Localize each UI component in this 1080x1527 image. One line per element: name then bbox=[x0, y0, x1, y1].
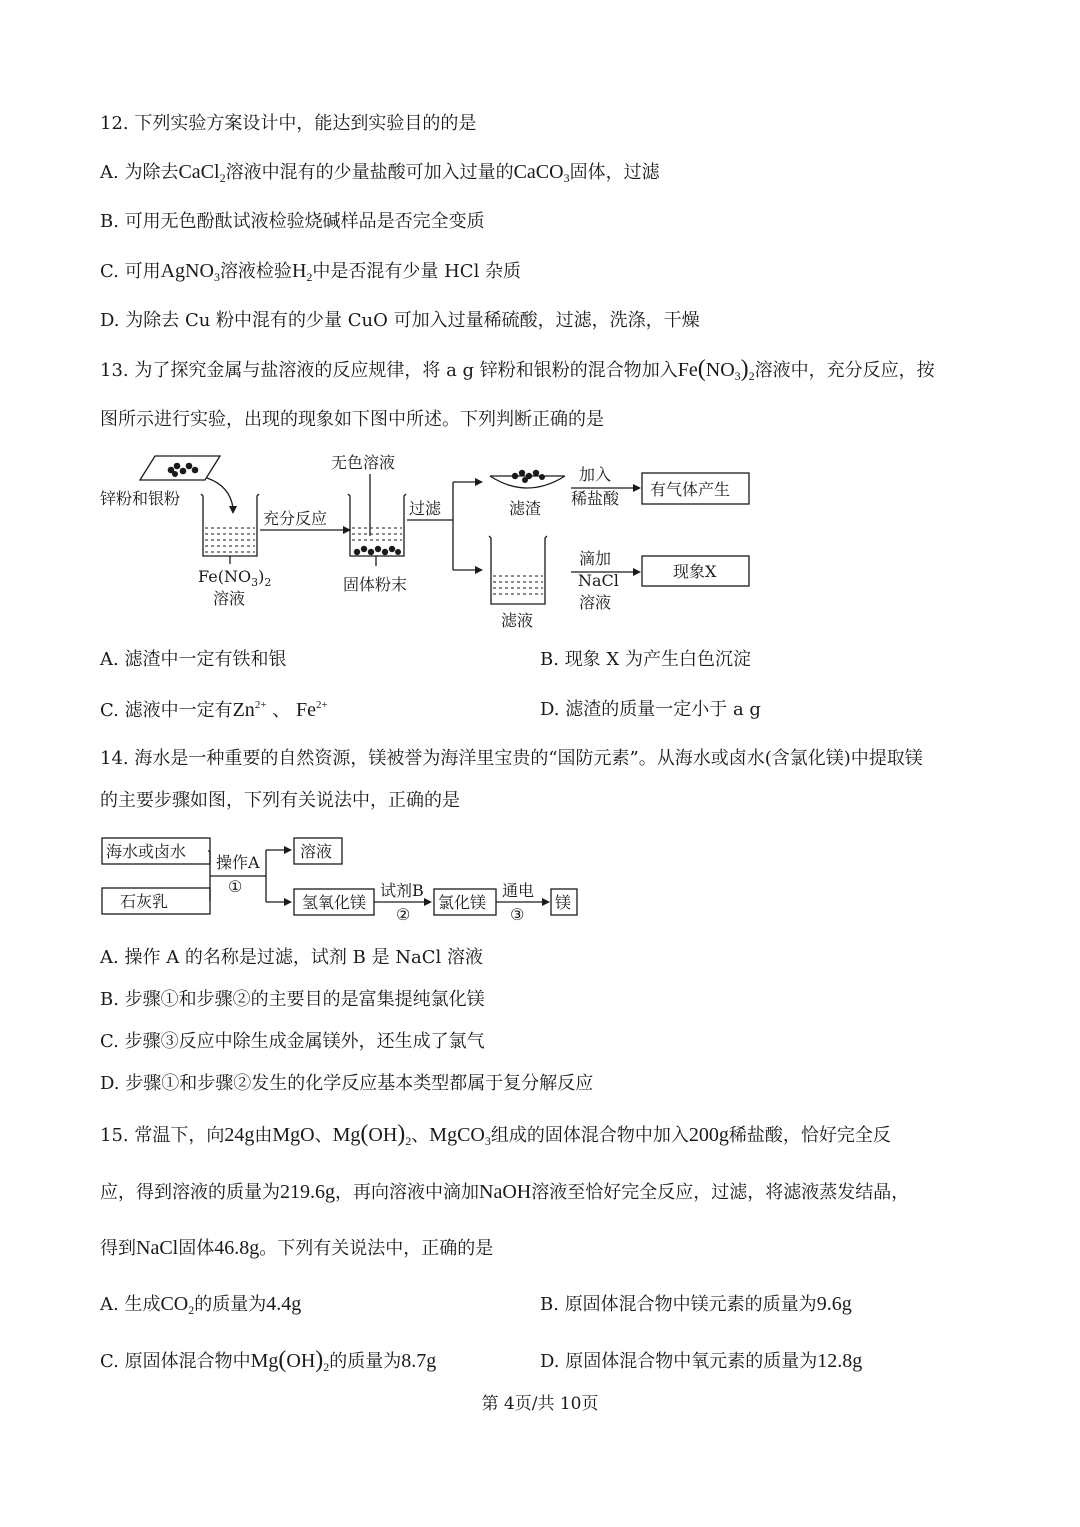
add-nacl-label-2: NaCl bbox=[578, 571, 619, 590]
result-gas-text: 有气体产生 bbox=[650, 480, 731, 499]
q12-option-b: B. 可用无色酚酞试液检验烧碱样品是否完全变质 bbox=[100, 211, 485, 232]
svg-text:海水或卤水: 海水或卤水 bbox=[106, 842, 187, 861]
q15-stem-line1: 15. 常温下，向24g由MgO、$Mg(OH)_2$、MgCO$_3$组成的固体混合物中加入200g稀盐酸，恰好完全反 bbox=[100, 1121, 891, 1148]
op-num: ① bbox=[228, 877, 243, 896]
q15-stem-line2: 应，得到溶液的质量为219.6g，再向溶液中滴加NaOH溶液至恰好完全反应，过滤，将滤液蒸发结晶， bbox=[100, 1181, 910, 1203]
powder-granules bbox=[168, 463, 199, 477]
q14-option-d: D. 步骤①和步骤②发生的化学反应基本类型都属于复分解反应 bbox=[100, 1073, 594, 1094]
q13-option-b: B. 现象 X 为产生白色沉淀 bbox=[540, 649, 751, 670]
add-hcl-label-1: 加入 bbox=[579, 465, 612, 484]
q15-stem-line3: 得到NaCl固体46.8g。下列有关说法中，正确的是 bbox=[100, 1237, 494, 1259]
beaker-1-label-2: 溶液 bbox=[213, 589, 246, 608]
page-footer: 第 4页/共 10页 bbox=[481, 1394, 599, 1414]
q12-option-a: A. 为除去CaCl$_2$溶液中混有的少量盐酸可加入过量的CaCO$_3$固体，过滤 bbox=[100, 161, 660, 185]
q14-option-a: A. 操作 A 的名称是过滤，试剂 B 是 NaCl 溶液 bbox=[100, 947, 484, 968]
beaker-2-liquid bbox=[352, 528, 402, 540]
filtrate-label: 滤液 bbox=[501, 611, 534, 630]
filter-label: 过滤 bbox=[409, 499, 442, 518]
q14-option-c: C. 步骤③反应中除生成金属镁外，还生成了氯气 bbox=[100, 1031, 485, 1052]
dish-residue bbox=[512, 470, 545, 483]
q12-stem: 12. 下列实验方案设计中，能达到实验目的的是 bbox=[100, 113, 477, 134]
q14-stem-line1: 14. 海水是一种重要的自然资源，镁被誉为海洋里宝贵的“国防元素”。从海水或卤水(含氯化镁)中提取镁 bbox=[100, 748, 923, 769]
q15-option-c: C. 原固体混合物中$Mg(OH)_2$的质量为8.7g bbox=[100, 1347, 437, 1374]
q15-option-d: D. 原固体混合物中氧元素的质量为12.8g bbox=[540, 1350, 863, 1372]
q12-option-c: C. 可用AgNO$_3$溶液检验$H_2$中是否混有少量 HCl 杂质 bbox=[100, 260, 522, 284]
pour-arrowhead bbox=[229, 506, 237, 514]
beaker-1 bbox=[201, 494, 259, 556]
q14-flow-diagram bbox=[98, 832, 588, 926]
q13-option-a: A. 滤渣中一定有铁和银 bbox=[100, 649, 287, 670]
q14-option-b: B. 步骤①和步骤②的主要目的是富集提纯氯化镁 bbox=[100, 989, 485, 1010]
reagent-num: ② bbox=[396, 905, 411, 924]
beaker-1-liquid bbox=[205, 528, 255, 552]
powder-tray bbox=[140, 456, 220, 480]
q13-stem-line2: 图所示进行实验，出现的现象如下图中所述。下列判断正确的是 bbox=[100, 409, 604, 430]
q13-option-c: C. 滤液中一定有$Zn^{2+}$ 、 $Fe^{2+}$ bbox=[100, 699, 328, 721]
elec-num: ③ bbox=[510, 905, 525, 924]
svg-text:石灰乳: 石灰乳 bbox=[120, 892, 169, 911]
react-label: 充分反应 bbox=[263, 509, 328, 528]
filtrate-liquid bbox=[493, 576, 543, 594]
q15-option-b: B. 原固体混合物中镁元素的质量为9.6g bbox=[540, 1293, 852, 1315]
elec-label: 通电 bbox=[502, 881, 535, 900]
reagent-label: 试剂B bbox=[380, 881, 424, 900]
result-x-text: 现象X bbox=[673, 562, 717, 581]
q15-option-a: A. 生成$CO_2$的质量为4.4g bbox=[100, 1293, 302, 1317]
q13-stem-line1: 13. 为了探究金属与盐溶液的反应规律，将 a g 锌粉和银粉的混合物加入$Fe(NO_3)_2$溶液中，充分反应，按 bbox=[100, 356, 935, 383]
solid-label: 固体粉末 bbox=[343, 575, 408, 594]
svg-text:氢氧化镁: 氢氧化镁 bbox=[302, 893, 367, 912]
add-nacl-label-3: 溶液 bbox=[579, 593, 612, 612]
colorless-label: 无色溶液 bbox=[331, 453, 396, 472]
svg-text:镁: 镁 bbox=[555, 893, 572, 912]
q12-option-d: D. 为除去 Cu 粉中混有的少量 CuO 可加入过量稀硫酸，过滤，洗涤，干燥 bbox=[100, 310, 700, 331]
q13-experiment-diagram bbox=[95, 448, 775, 638]
residue-label: 滤渣 bbox=[509, 499, 542, 518]
add-hcl-label-2: 稀盐酸 bbox=[571, 489, 620, 508]
beaker-2-solid bbox=[354, 546, 401, 555]
q14-stem-line2: 的主要步骤如图，下列有关说法中，正确的是 bbox=[100, 790, 460, 811]
mix-label: 锌粉和银粉 bbox=[100, 489, 181, 508]
add-nacl-label-1: 滴加 bbox=[579, 549, 612, 568]
q13-option-d: D. 滤渣的质量一定小于 a g bbox=[540, 699, 761, 720]
pour-arrow bbox=[207, 478, 233, 508]
svg-text:溶液: 溶液 bbox=[300, 842, 333, 861]
beaker-1-label: $Fe(NO_3)_2$ bbox=[198, 567, 272, 589]
op-label: 操作A bbox=[216, 853, 260, 872]
svg-text:氯化镁: 氯化镁 bbox=[438, 893, 487, 912]
